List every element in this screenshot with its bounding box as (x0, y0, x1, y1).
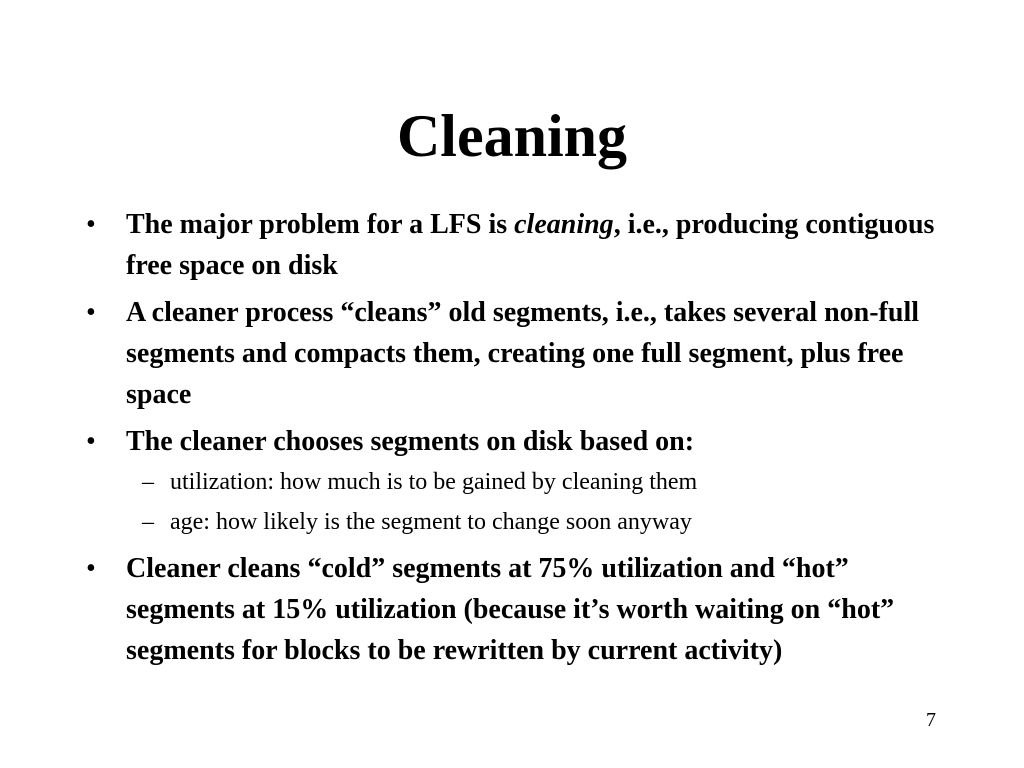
bullet-text-continued: , i.e., producing contiguous free space on disk (126, 209, 935, 281)
bullet-marker: • (86, 297, 96, 328)
sub-bullet-marker: – (142, 469, 154, 495)
page-number: 7 (926, 709, 936, 731)
bullet-text: Cleaner cleans “cold” segments at 75% utilization and “hot” segments at 15% utilization (because it’s worth waiting on “hot” segments for blocks to be rewritten by current activity) (126, 553, 895, 666)
bullet-marker: • (86, 426, 96, 457)
bullet-item-cleaner-process (82, 292, 962, 415)
bullet-item-cold-hot-segments (82, 548, 962, 671)
bullet-text: The cleaner chooses segments on disk based on: (126, 426, 695, 457)
bullet-text: A cleaner process “cleans” old segments, i.e., takes several non-full segments and compacts them, creating one full segment, plus free space (126, 297, 920, 410)
sub-item-text: utilization: how much is to be gained by cleaning them (170, 469, 698, 495)
bullet-marker: • (86, 553, 96, 584)
sub-item-text: age: how likely is the segment to change soon anyway (170, 509, 692, 535)
bullet-text: The major problem for a LFS is (126, 209, 515, 240)
sub-bullet-list (126, 462, 962, 542)
bullet-item-segment-selection (82, 421, 962, 542)
bullet-item-lfs-cleaning-problem (82, 204, 962, 286)
bullet-marker: • (86, 209, 96, 240)
slide-title: Cleaning (396, 103, 628, 169)
sub-item-utilization (126, 462, 962, 502)
bullet-emphasis: cleaning (514, 209, 614, 240)
sub-item-age (126, 502, 962, 542)
sub-bullet-marker: – (142, 509, 154, 535)
bullet-list (82, 204, 962, 677)
